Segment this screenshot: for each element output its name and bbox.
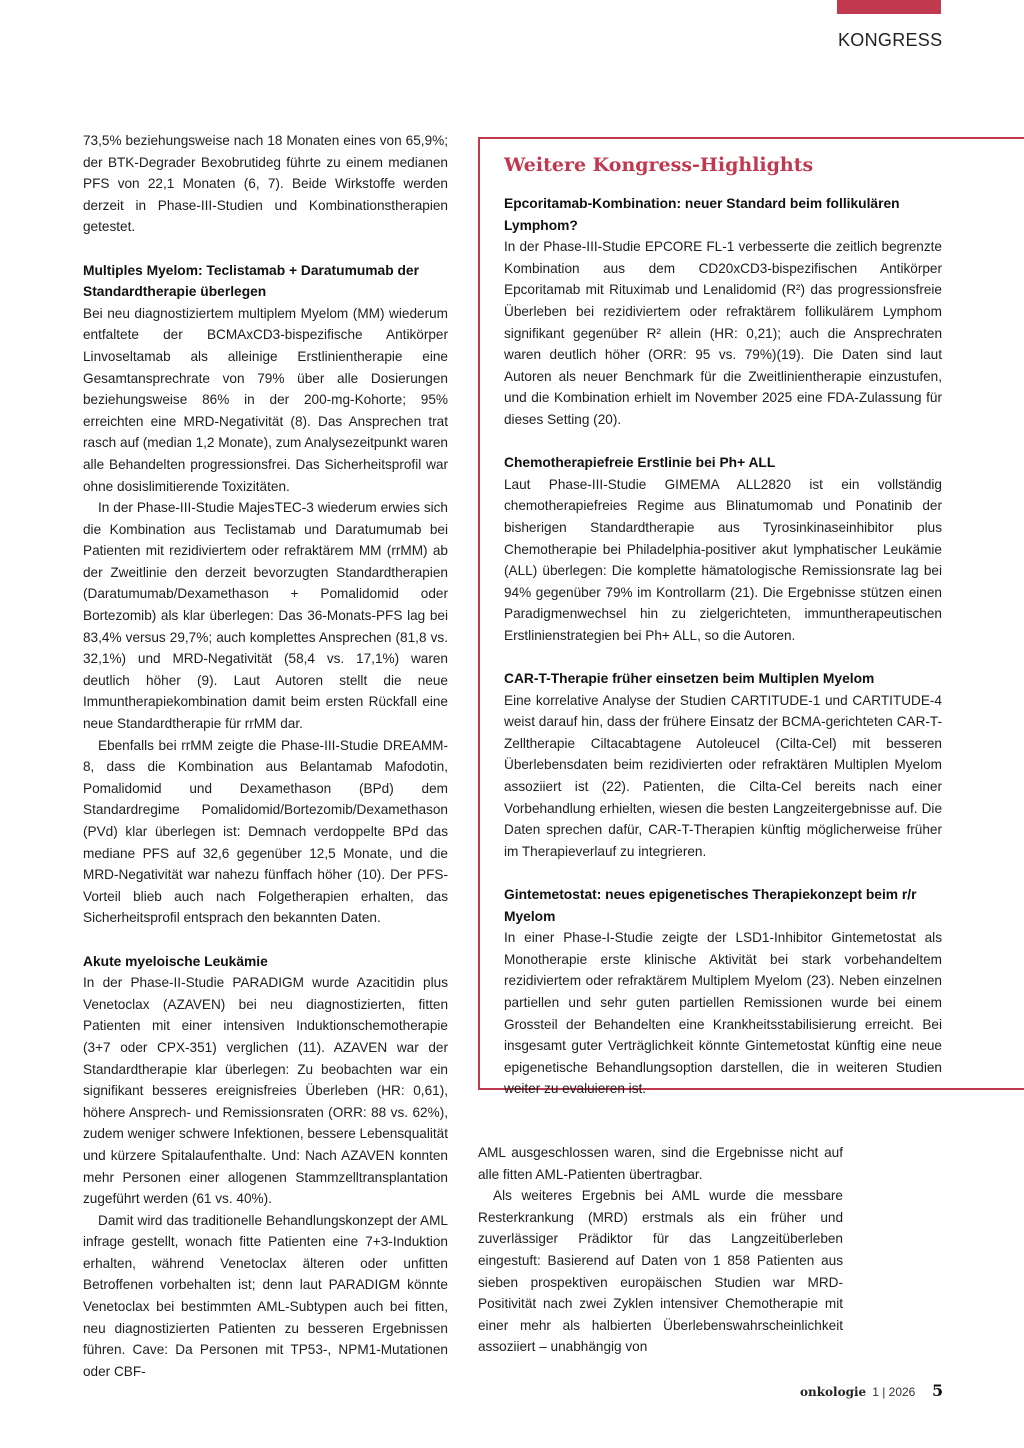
- highlight-heading: Chemotherapiefreie Erstlinie bei Ph+ ALL: [504, 455, 776, 471]
- highlights-box: [478, 137, 1024, 1097]
- highlight-heading: Gintemetostat: neues epigenetisches Therapiekonzept beim r/r Myelom: [504, 887, 917, 924]
- section-accent-bar: [837, 0, 941, 14]
- highlight-heading: Epcoritamab-Kombination: neuer Standard beim follikulären Lymphom?: [504, 196, 900, 233]
- section-heading-aml: Akute myeloische Leukämie: [83, 953, 268, 969]
- section-label: KONGRESS: [838, 30, 943, 50]
- highlight-text: Eine korrelative Analyse der Studien CARTITUDE-1 und CARTITUDE-4 weist darauf hin, dass der frühere Einsatz der BCMA-gerichteten CAR-T-Zelltherapie Ciltacabtagene Autoleucel (Cilta-Cel) mit besseren Überlebensdaten beim rezidivierten oder refraktären Multiplen Myelom assoziiert ist (22). Patienten, die Cilta-Cel bereits nach einer Vorbehandlung erhielten, wiesen die besten Langzeitergebnisse auf. Die Daten sprechen dafür, CAR-T-Therapien künftig möglicherweise früher im Therapieverlauf zu integrieren.: [504, 692, 942, 859]
- highlights-title: Weitere Kongress-Highlights: [504, 154, 814, 176]
- issue-number: 1 | 2026: [872, 1385, 916, 1399]
- section-heading-multiples-myelom: Multiples Myelom: Teclistamab + Daratumumab der Standardtherapie überlegen: [83, 262, 419, 300]
- paragraph: Bei neu diagnostiziertem multiplem Myelom (MM) wiederum entfaltete der BCMAxCD3-bispezifische Antikörper Linvoseltamab als alleinige Erstlinientherapie eine Gesamtansprechrate von 79% über alle Dosierungen beziehungsweise 86% in der 200-mg-Kohorte; 95% erreichten eine MRD-Negativität (8). Das Ansprechen trat rasch auf (median 1,2 Monate), zum Analysezeitpunkt waren alle Behandelten progressionsfrei. Das Sicherheitsprofil war ohne dosislimitierende Toxizitäten.: [83, 305, 448, 494]
- paragraph: 73,5% beziehungsweise nach 18 Monaten eines von 65,9%; der BTK-Degrader Bexobrutideg führte zu einem medianen PFS von 22,1 Monaten (6, 7). Beide Wirkstoffe werden derzeit in Phase-III-Studien und Kombinationstherapien getestet.: [83, 133, 448, 235]
- highlight-text: In einer Phase-I-Studie zeigte der LSD1-Inhibitor Gintemetostat als Monotherapie erste klinische Aktivität bei stark vorbehandeltem rezidiviertem oder refraktärem Multiplem Myelom (23). Neben einzelnen partiellen und sehr guten partiellen Remissionen wurde bei einem Grossteil der Behandelten eine Krankheitsstabilisierung erreicht. Bei insgesamt guter Verträglichkeit könnte Gintemetostat künftig eine neue epigenetische Behandlungsoption darstellen, die in weiteren Studien weiter zu evaluieren ist.: [504, 930, 942, 1097]
- right-column-continuation: [478, 1142, 843, 1358]
- paragraph: Damit wird das traditionelle Behandlungskonzept der AML infrage gestellt, wonach fitte Patienten eine 7+3-Induktion erhalten, während Venetoclax älteren oder unfitten Betroffenen vorbehalten ist; denn laut PARADIGM könnte Venetoclax bei bestimmten AML-Subtypen auch bei fitten, neu diagnostizierten Patienten zu besseren Ergebnissen führen. Cave: Da Personen mit TP53-, NPM1-Mutationen oder CBF-: [83, 1212, 448, 1379]
- paragraph: Ebenfalls bei rrMM zeigte die Phase-III-Studie DREAMM-8, dass die Kombination aus Belantamab Mafodotin, Pomalidomid und Dexamethason (BPd) dem Standardregime Pomalidomid/Bortezomib/Dexamethason (PVd) klar überlegen ist: Demnach verdoppelte BPd das mediane PFS auf 32,6 gegenüber 12,5 Monate, und die MRD-Negativität war nahezu fünffach höher (10). Der PFS-Vorteil blieb auch nach Folgetherapien erhalten, das Sicherheitsprofil entsprach den bekannten Daten.: [83, 737, 448, 926]
- paragraph: Als weiteres Ergebnis bei AML wurde die messbare Resterkrankung (MRD) erstmals als ein früher und zuverlässiger Prädiktor für das Langzeitüberleben eingestuft: Basierend auf Daten von 1 858 Patienten aus sieben prospektiven europäischen Studien war MRD-Positivität nach zwei Zyklen intensiver Chemotherapie mit einer mehr als halbierten Überlebenswahrscheinlichkeit assoziiert – unabhängig von: [478, 1188, 843, 1355]
- highlight-heading: CAR-T-Therapie früher einsetzen beim Multiplen Myelom: [504, 671, 875, 687]
- page-number: 5: [932, 1381, 944, 1400]
- left-column: [83, 130, 448, 1382]
- paragraph: In der Phase-III-Studie MajesTEC-3 wiederum erwies sich die Kombination aus Teclistamab und Daratumumab bei Patienten mit rezidiviertem oder refraktärem MM (rrMM) ab der Zweitlinie den derzeit bevorzugten Standardtherapien (Daratumumab/Dexamethason + Pomalidomid oder Bortezomib) als klar überlegen: Das 36-Monats-PFS lag bei 83,4% versus 29,7%; auch komplettes Ansprechen (81,8 vs. 32,1%) und MRD-Negativität (58,4 vs. 17,1%) waren deutlich höher (9). Laut Autoren stellt die neue Immuntherapiekombination damit beim ersten Rückfall eine neue Standardtherapie für rrMM dar.: [83, 500, 448, 732]
- highlight-text: In der Phase-III-Studie EPCORE FL-1 verbesserte die zeitlich begrenzte Kombination aus dem CD20xCD3-bispezifischen Antikörper Epcoritamab mit Rituximab und Lenalidomid (R²) das progressionsfreie Überleben bei rezidiviertem oder refraktärem follikulärem Lymphom signifikant gegenüber R² allein (HR: 0,21); auch die Ansprechraten waren deutlich höher (ORR: 95 vs. 79%)(19). Die Daten sind laut Autoren als neuer Benchmark für die Zweitlinientherapie einzustufen, und die Kombination erhielt im November 2025 eine FDA-Zulassung für dieses Setting (20).: [504, 239, 942, 427]
- footer-journal: [800, 1385, 915, 1399]
- journal-name: onkologie: [800, 1385, 867, 1399]
- paragraph: In der Phase-II-Studie PARADIGM wurde Azacitidin plus Venetoclax (AZAVEN) bei neu diagnostizierten, fitten Patienten mit einer intensiven Induktionschemotherapie (3+7 oder CPX-351) verglichen (11). AZAVEN war der Standardtherapie klar überlegen: Zu beobachten war ein signifikant besseres ereignisfreies Überleben (HR: 0,61), höhere Ansprech- und Remissionsraten (ORR: 88 vs. 62%), zudem weniger schwere Infektionen, bessere Lebensqualität und kürzere Spitalaufenthalte. Und: Nach AZAVEN konnten mehr Personen einer allogenen Stammzelltransplantation zugeführt werden (61 vs. 40%).: [83, 975, 448, 1207]
- paragraph: AML ausgeschlossen waren, sind die Ergebnisse nicht auf alle fitten AML-Patienten übertragbar.: [478, 1145, 843, 1182]
- highlight-text: Laut Phase-III-Studie GIMEMA ALL2820 ist ein vollständig chemotherapiefreies Regime aus Blinatumomab und Ponatinib der bisherigen Standardtherapie aus Tyrosinkinaseinhibitor plus Chemotherapie bei Philadelphia-positiver akut lymphatischer Leukämie (ALL) überlegen: Die komplette hämatologische Remissionsrate lag bei 94% gegenüber 79% im Kontrollarm (21). Die Ergebnisse stützen einen Paradigmenwechsel hin zu zielgerichteten, immuntherapeutischen Erstlinienstrategien bei Ph+ ALL, so die Autoren.: [504, 476, 942, 643]
